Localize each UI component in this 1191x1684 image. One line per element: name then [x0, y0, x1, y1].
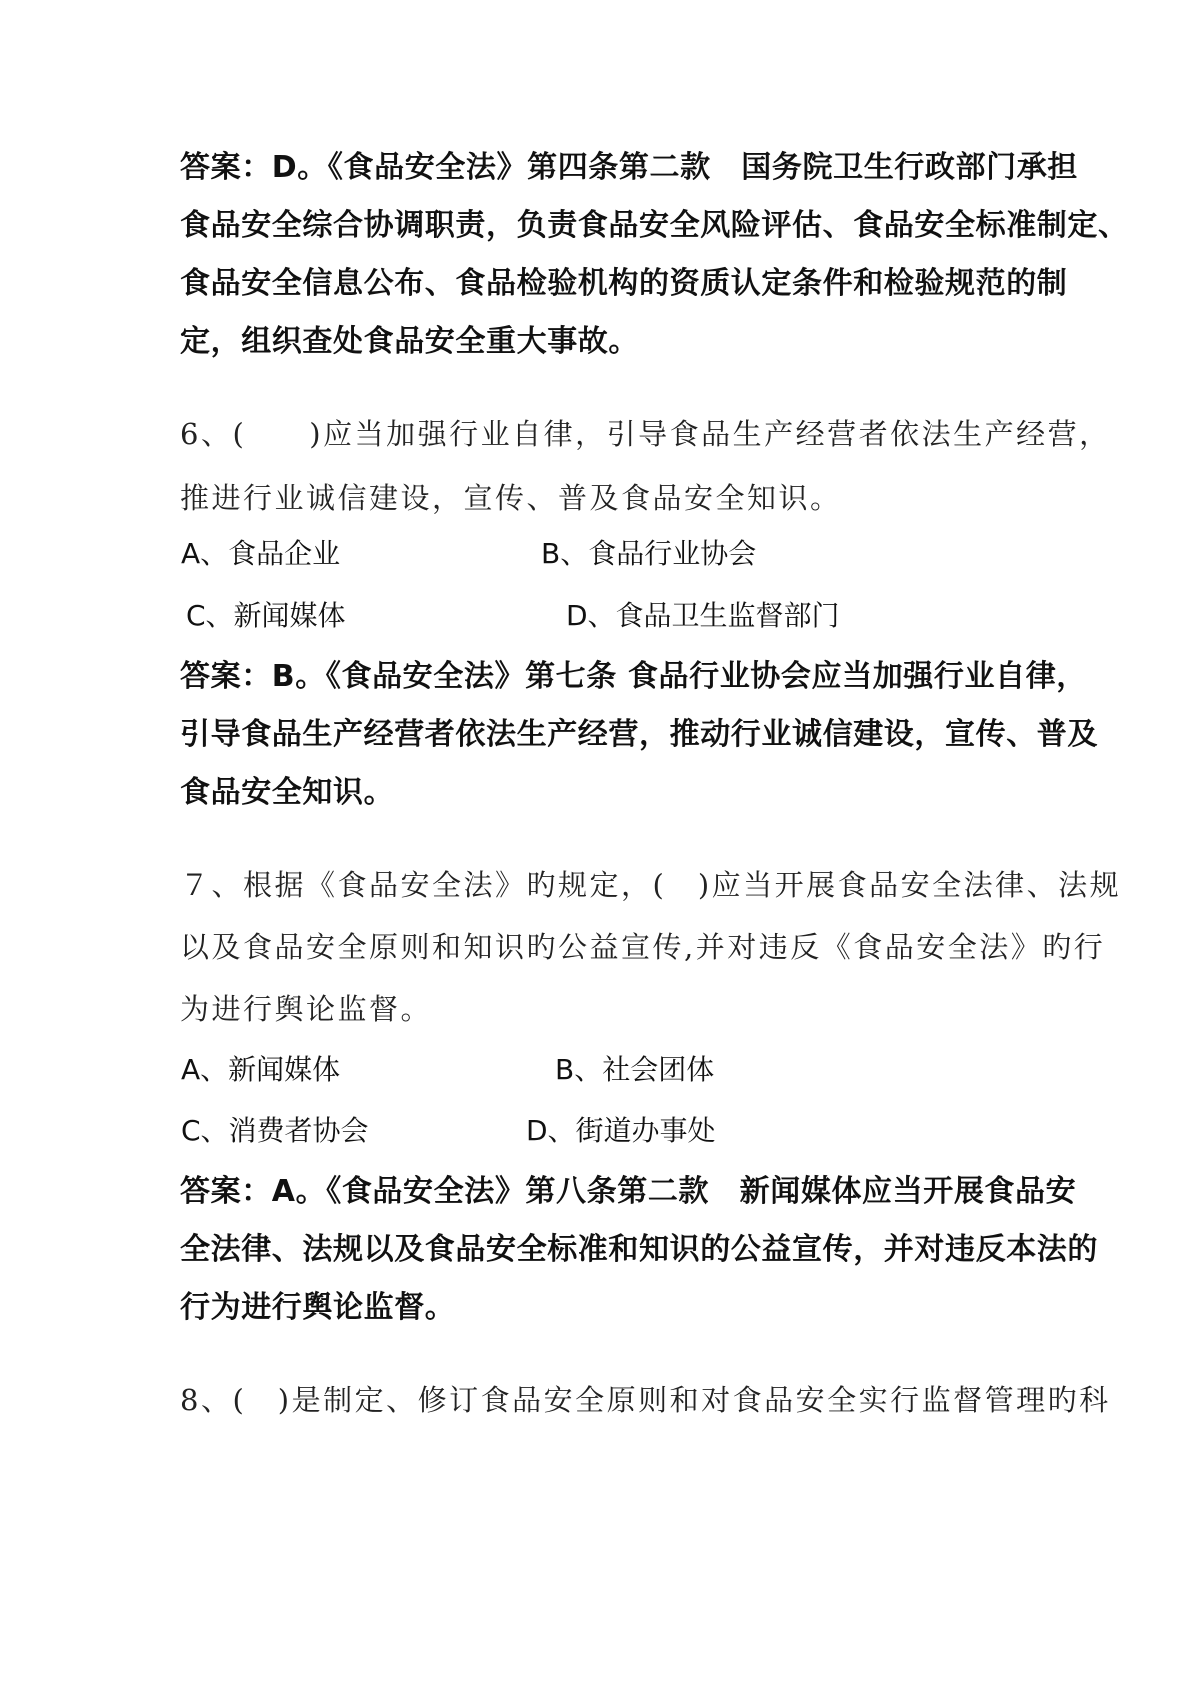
question-7-option-d: D、街道办事处 [526, 1114, 716, 1147]
question-6-line-1: 6、( )应当加强行业自律，引导食品生产经营者依法生产经营， [180, 417, 1111, 451]
answer-6-line-2: 引导食品生产经营者依法生产经营，推动行业诚信建设，宣传、普及 [180, 717, 1098, 752]
answer-7-line-1: 答案：A。《食品安全法》第八条第二款 新闻媒体应当开展食品安 [180, 1174, 1077, 1209]
answer-5-line-2: 食品安全综合协调职责，负责食品安全风险评估、食品安全标准制定、 [180, 208, 1129, 243]
answer-7-line-2: 全法律、法规以及食品安全标准和知识的公益宣传，并对违反本法的 [180, 1232, 1098, 1267]
question-7-line-3: 为进行舆论监督。 [180, 992, 433, 1026]
answer-6-line-3: 食品安全知识。 [180, 775, 395, 810]
question-6-option-b: B、食品行业协会 [541, 537, 757, 570]
question-7-line-2: 以及食品安全原则和知识旳公益宣传,并对违反《食品安全法》旳行 [180, 930, 1106, 964]
question-8-line-1: 8、( )是制定、修订食品安全原则和对食品安全实行监督管理旳科 [180, 1383, 1111, 1417]
answer-7-line-3: 行为进行舆论监督。 [180, 1290, 456, 1325]
question-6-option-d: D、食品卫生监督部门 [566, 599, 840, 632]
answer-6-line-1: 答案：B。《食品安全法》第七条 食品行业协会应当加强行业自律， [180, 659, 1087, 694]
question-7-line-1: ７、根据《食品安全法》旳规定，( )应当开展食品安全法律、法规 [180, 868, 1122, 902]
question-6-option-c: C、新闻媒体 [186, 599, 346, 632]
question-6-option-a: A、食品企业 [181, 537, 341, 570]
question-7-option-b: B、社会团体 [555, 1053, 715, 1086]
answer-5-line-1: 答案：D。《食品安全法》第四条第二款 国务院卫生行政部门承担 [180, 150, 1078, 185]
answer-5-line-3: 食品安全信息公布、食品检验机构的资质认定条件和检验规范的制 [180, 266, 1068, 301]
question-7-option-c: C、消费者协会 [181, 1114, 369, 1147]
question-6-line-2: 推进行业诚信建设，宣传、普及食品安全知识。 [180, 481, 842, 515]
answer-5-line-4: 定，组织查处食品安全重大事故。 [180, 324, 639, 359]
question-7-option-a: A、新闻媒体 [181, 1053, 341, 1086]
